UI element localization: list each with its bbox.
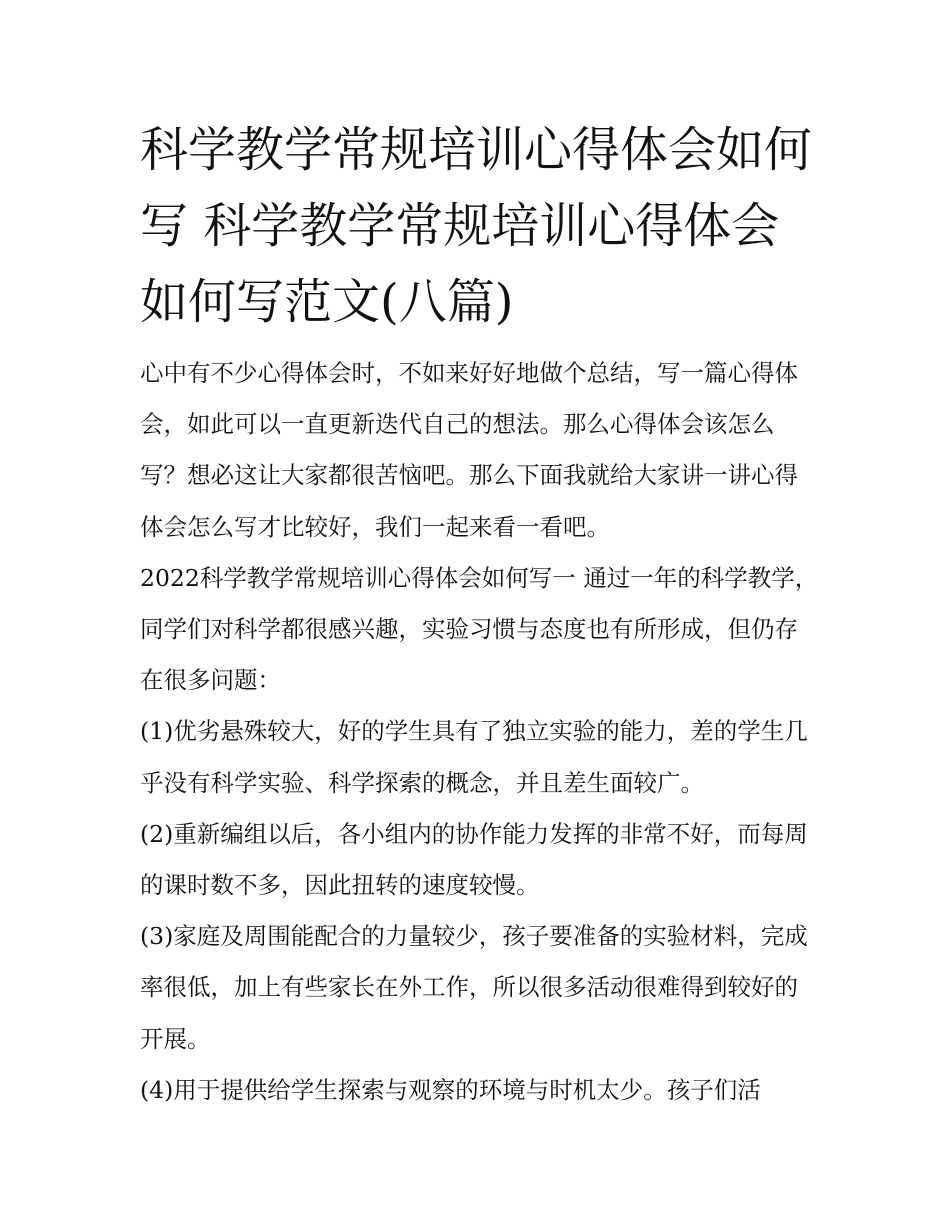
paragraph-intro: 心中有不少心得体会时，不如来好好地做个总结，写一篇心得体会，如此可以一直更新迭代自己的想法。那么心得体会该怎么写？想必这让大家都很苦恼吧。那么下面我就给大家讲一讲心得体会怎么写才比较好，我们一起来看一看吧。 xyxy=(140,359,798,541)
document-title: 科学教学常规培训心得体会如何写 科学教学常规培训心得体会如何写范文(八篇) xyxy=(140,122,813,330)
document-page xyxy=(140,112,820,1116)
paragraph-point-3: (3)家庭及周围能配合的力量较少，孩子要准备的实验材料，完成率很低，加上有些家长在外工作，所以很多活动很难得到较好的开展。 xyxy=(140,922,808,1053)
paragraph-section-one: 2022科学教学常规培训心得体会如何写一 通过一年的科学教学，同学们对科学都很感兴趣，实验习惯与态度也有所形成，但仍存在很多问题： xyxy=(140,563,819,695)
paragraph-point-2: (2)重新编组以后，各小组内的协作能力发挥的非常不好，而每周的课时数不多，因此扭转的速度较慢。 xyxy=(140,819,808,900)
document-body xyxy=(140,348,820,1116)
paragraph-point-4: (4)用于提供给学生探索与观察的环境与时机太少。孩子们活 xyxy=(140,1075,761,1104)
paragraph-point-1: (1)优劣悬殊较大，好的学生具有了独立实验的能力，差的学生几乎没有科学实验、科学探索的概念，并且差生面较广。 xyxy=(140,717,808,797)
